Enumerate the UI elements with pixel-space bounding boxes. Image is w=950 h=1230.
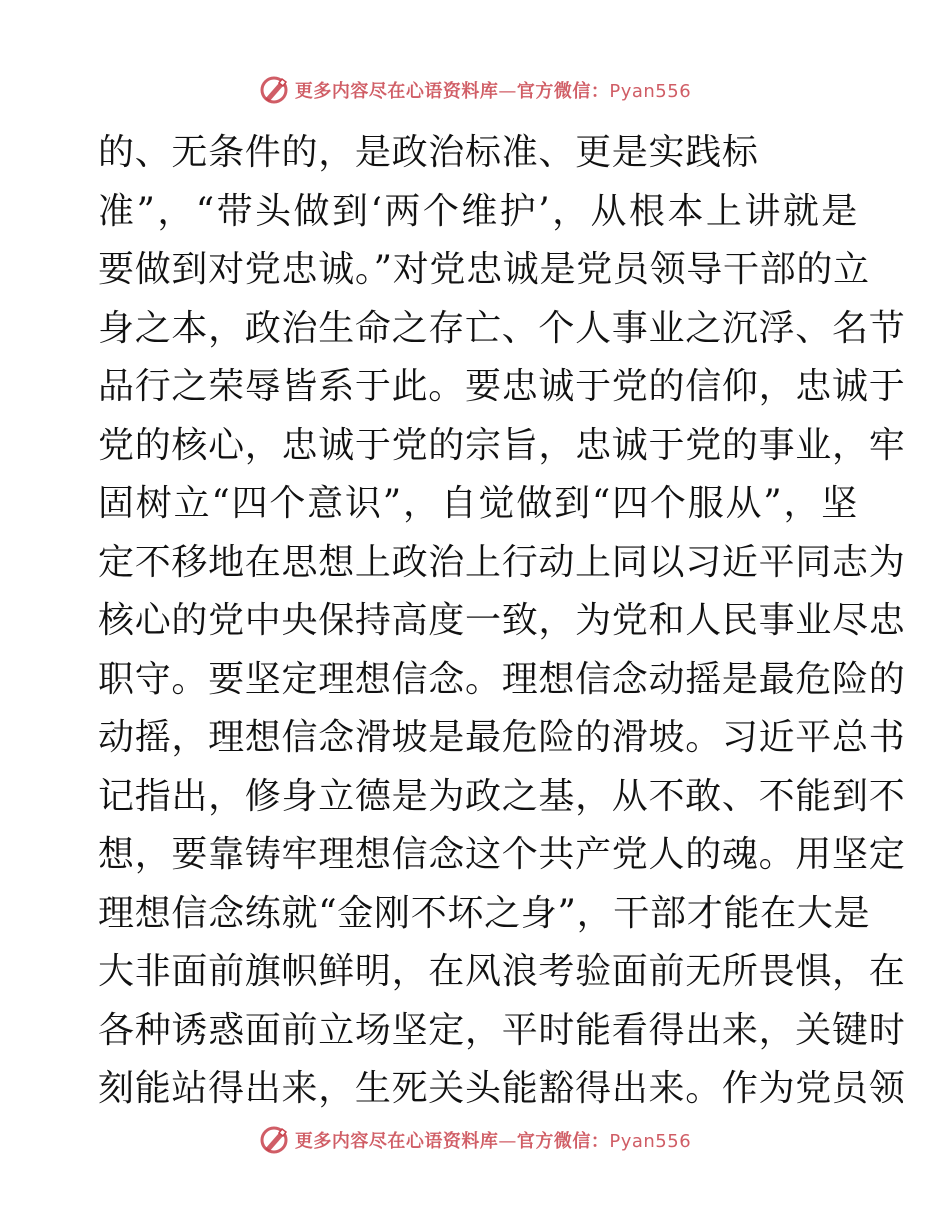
watermark-account-prefix: 官方微信：: [516, 81, 610, 102]
text-line: 固树立“四个意识”，自觉做到“四个服从”，坚: [98, 483, 858, 524]
text-line: 记指出，修身立德是为政之基，从不敢、不能到不: [98, 775, 906, 817]
pen-logo-icon: [259, 1125, 289, 1155]
watermark-label: 更多内容尽在心语资料库: [294, 1131, 499, 1152]
text-line: 职守。要坚定理想信念。理想信念动摇是最危险的: [98, 658, 906, 700]
watermark-text: [295, 1127, 691, 1153]
text-line: 准”，“带头做到‘两个维护’，从根本上讲就是: [98, 190, 858, 232]
watermark-separator: —: [498, 81, 517, 102]
header-watermark: [0, 72, 950, 108]
pen-logo-icon: [259, 75, 289, 105]
watermark-account: Pyan556: [609, 81, 692, 102]
text-line: 品行之荣辱皆系于此。要忠诚于党的信仰，忠诚于: [98, 366, 906, 407]
text-line: 核心的党中央保持高度一致，为党和人民事业尽忠: [98, 600, 906, 641]
text-line: 党的核心，忠诚于党的宗旨，忠诚于党的事业，牢: [98, 424, 906, 466]
text-line: 要做到对党忠诚。”对党忠诚是党员领导干部的立: [98, 249, 870, 290]
text-line: 的、无条件的，是政治标准、更是实践标: [98, 132, 759, 173]
text-line: 想，要靠铸牢理想信念这个共产党人的魂。用坚定: [98, 834, 906, 875]
watermark-separator: —: [498, 1131, 517, 1152]
watermark-account-prefix: 官方微信：: [516, 1131, 610, 1152]
text-line: 各种诱惑面前立场坚定，平时能看得出来，关键时: [98, 1009, 906, 1051]
text-line: 身之本，政治生命之存亡、个人事业之沉浮、名节: [98, 307, 906, 349]
watermark-text: [295, 77, 691, 103]
text-line: 定不移地在思想上政治上行动上同以习近平同志为: [98, 541, 906, 583]
text-line: 理想信念练就“金刚不坏之身”，干部才能在大是: [98, 892, 871, 934]
watermark-account: Pyan556: [609, 1131, 692, 1152]
watermark-label: 更多内容尽在心语资料库: [294, 81, 499, 102]
text-line: 大非面前旗帜鲜明，在风浪考验面前无所畏惧，在: [98, 951, 906, 992]
document-body: [98, 124, 906, 1119]
text-line: 动摇，理想信念滑坡是最危险的滑坡。习近平总书: [98, 717, 906, 758]
text-line: 刻能站得出来，生死关头能豁得出来。作为党员领: [98, 1068, 906, 1109]
footer-watermark: [0, 1122, 950, 1158]
